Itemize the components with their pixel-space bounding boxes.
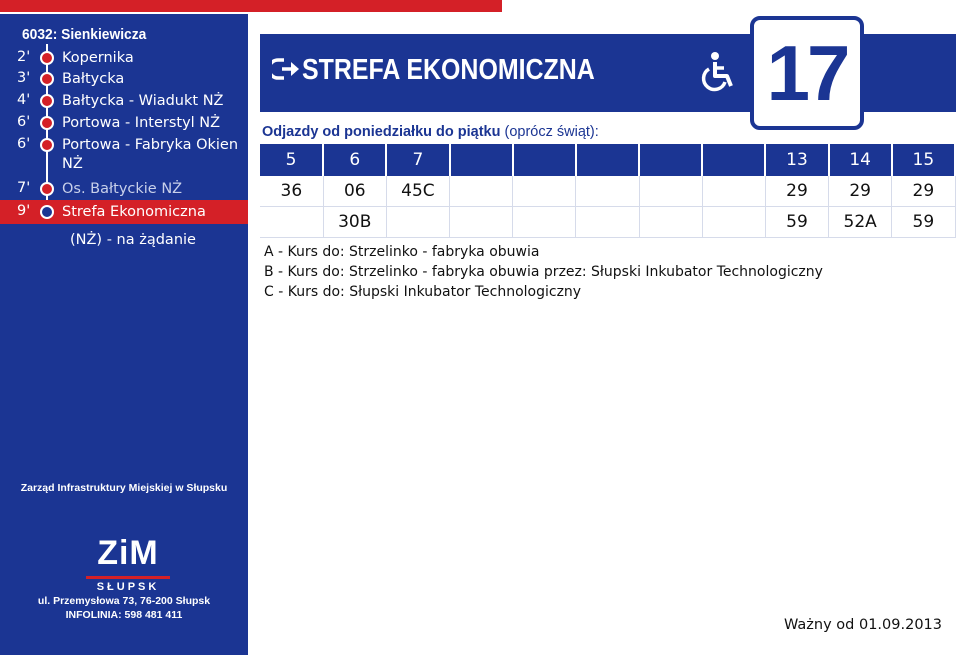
authority-name: Zarząd Infrastruktury Miejskiej w Słupsku: [20, 482, 228, 494]
minute-cell: [639, 207, 702, 238]
minute-cell: 29: [765, 176, 828, 207]
route-sidebar: [0, 14, 248, 655]
stop-name: Bałtycka: [62, 71, 125, 87]
stop-minutes: 3': [17, 70, 31, 86]
minute-cell: [702, 207, 765, 238]
hour-cell: [702, 144, 765, 176]
stop-dot-icon: [40, 72, 54, 86]
hour-cell: 13: [765, 144, 828, 176]
request-stop-legend: (NŻ) - na żądanie: [70, 232, 196, 248]
stop-minutes: 9': [17, 203, 31, 219]
stop-dot-icon: [40, 182, 54, 196]
minute-cell: [386, 207, 449, 238]
line-number-badge: [750, 16, 864, 130]
line-number: 17: [766, 28, 848, 117]
stop-name: Strefa Ekonomiczna: [62, 204, 206, 220]
hour-cell: [450, 144, 513, 176]
valid-from: Ważny od 01.09.2013: [784, 617, 942, 633]
minute-cell: 30B: [323, 207, 386, 238]
stop-name: Portowa - Interstyl NŻ: [62, 115, 221, 131]
footnote: A - Kurs do: Strzelinko - fabryka obuwia: [264, 244, 540, 260]
current-stop-title: 6032: Sienkiewicza: [22, 26, 147, 43]
stop-name: Os. Bałtyckie NŻ: [62, 181, 183, 197]
arrow-right-icon: [272, 54, 302, 84]
stop-dot-icon: [40, 94, 54, 108]
authority-address: ul. Przemysłowa 73, 76-200 Słupsk INFOLINIA: 598 481 411: [37, 595, 211, 621]
minute-cell: 59: [765, 207, 828, 238]
minute-cell: [513, 207, 576, 238]
stop-name: Kopernika: [62, 50, 134, 66]
stop-minutes: 6': [17, 114, 31, 130]
hours-row: [260, 144, 955, 176]
stop-name: Portowa - Fabryka Okien NŻ: [62, 137, 239, 172]
stop-item-destination: [0, 200, 248, 224]
footnote: B - Kurs do: Strzelinko - fabryka obuwia przez: Słupski Inkubator Technologiczny: [264, 264, 823, 280]
footnote: C - Kurs do: Słupski Inkubator Technologiczny: [264, 284, 582, 300]
minute-cell: [450, 207, 513, 238]
hour-cell: 6: [323, 144, 386, 176]
timetable: [260, 144, 956, 238]
minute-cell: 36: [260, 176, 323, 207]
hour-cell: [576, 144, 639, 176]
top-accent-bar: [0, 0, 502, 12]
hour-cell: 14: [829, 144, 892, 176]
minute-cell: [639, 176, 702, 207]
minutes-row: [260, 207, 955, 238]
stop-dot-icon: [40, 205, 54, 219]
stop-dot-icon: [40, 138, 54, 152]
minute-cell: 45C: [386, 176, 449, 207]
minute-cell: [513, 176, 576, 207]
hour-cell: [639, 144, 702, 176]
minute-cell: 06: [323, 176, 386, 207]
minute-cell: [450, 176, 513, 207]
minute-cell: [576, 176, 639, 207]
stop-minutes: 2': [17, 49, 31, 65]
minute-cell: 52A: [829, 207, 892, 238]
footnotes: [264, 242, 823, 302]
hour-cell: 7: [386, 144, 449, 176]
stop-minutes: 7': [17, 180, 31, 196]
hour-cell: 15: [892, 144, 955, 176]
minute-cell: 29: [892, 176, 955, 207]
stop-minutes: 6': [17, 136, 31, 152]
stop-minutes: 4': [17, 92, 31, 108]
stop-dot-icon: [40, 51, 54, 65]
minute-cell: [260, 207, 323, 238]
minutes-row: [260, 176, 955, 207]
service-days: Odjazdy od poniedziałku do piątku (oprócz świąt):: [262, 124, 599, 140]
hour-cell: [513, 144, 576, 176]
stop-dot-icon: [40, 116, 54, 130]
wheelchair-icon: [695, 50, 739, 94]
destination-title: STREFA EKONOMICZNA: [302, 54, 595, 86]
minute-cell: 59: [892, 207, 955, 238]
stop-name: Bałtycka - Wiadukt NŻ: [62, 93, 224, 109]
hour-cell: 5: [260, 144, 323, 176]
zim-logo: ZiM SŁUPSK: [80, 532, 176, 594]
minute-cell: [576, 207, 639, 238]
minute-cell: [702, 176, 765, 207]
minute-cell: 29: [829, 176, 892, 207]
